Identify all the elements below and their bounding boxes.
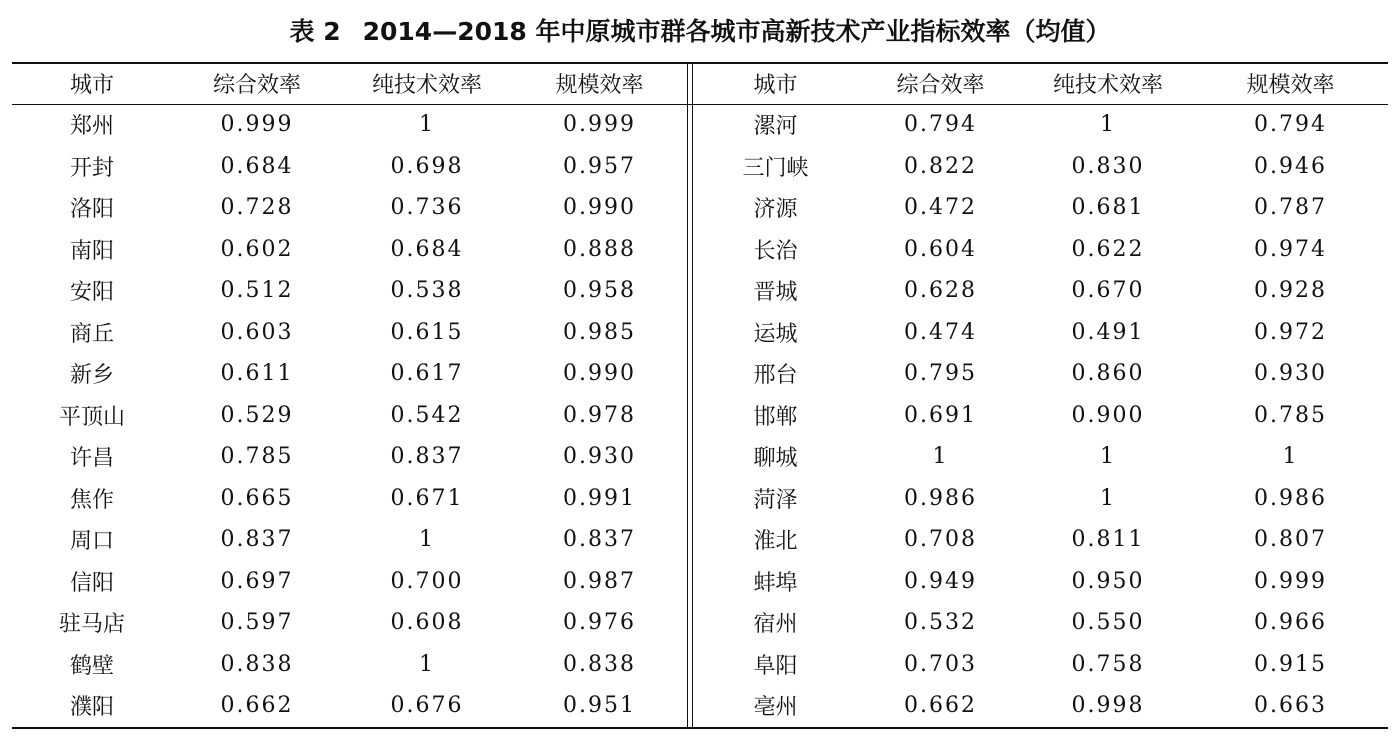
comprehensive-efficiency-cell: 0.691 bbox=[904, 402, 977, 428]
city-cell: 邢台 bbox=[753, 363, 798, 389]
pure-technical-efficiency-cell: 0.671 bbox=[390, 485, 464, 511]
pure-technical-efficiency-cell: 0.811 bbox=[1071, 527, 1145, 553]
table-row bbox=[693, 644, 1388, 686]
pure-technical-efficiency-cell: 0.860 bbox=[1071, 361, 1145, 387]
pure-technical-efficiency-cell: 0.736 bbox=[390, 195, 464, 221]
pure-technical-efficiency-cell: 0.830 bbox=[1071, 153, 1145, 179]
city-cell: 郑州 bbox=[69, 114, 114, 140]
header-comprehensive-efficiency: 综合效率 bbox=[212, 73, 301, 98]
bottom-rule bbox=[12, 727, 1388, 729]
city-cell: 焦作 bbox=[69, 487, 114, 513]
comprehensive-efficiency-cell: 0.597 bbox=[220, 610, 294, 636]
pure-technical-efficiency-cell: 0.542 bbox=[390, 402, 464, 428]
comprehensive-efficiency-cell: 0.474 bbox=[904, 319, 977, 345]
pure-technical-efficiency-cell: 0.491 bbox=[1071, 319, 1145, 345]
city-cell: 长治 bbox=[753, 238, 798, 264]
header-city: 城市 bbox=[69, 73, 114, 98]
left-table-half bbox=[12, 63, 687, 727]
table-row bbox=[693, 104, 1388, 146]
comprehensive-efficiency-cell: 0.822 bbox=[904, 153, 977, 179]
scale-efficiency-cell: 0.990 bbox=[563, 361, 636, 387]
table-row bbox=[693, 395, 1388, 437]
scale-efficiency-cell: 0.978 bbox=[563, 402, 636, 428]
comprehensive-efficiency-cell: 0.838 bbox=[220, 651, 294, 677]
pure-technical-efficiency-cell: 0.681 bbox=[1071, 195, 1145, 221]
scale-efficiency-cell: 0.928 bbox=[1254, 278, 1327, 304]
pure-technical-efficiency-cell: 0.950 bbox=[1071, 568, 1145, 594]
table-row bbox=[12, 685, 687, 727]
table-row bbox=[12, 436, 687, 478]
city-cell: 淮北 bbox=[753, 529, 798, 555]
city-cell: 周口 bbox=[69, 529, 114, 555]
table-row bbox=[12, 312, 687, 354]
table-row bbox=[693, 312, 1388, 354]
table-row bbox=[12, 644, 687, 686]
table-row bbox=[12, 270, 687, 312]
header-scale-efficiency: 规模效率 bbox=[1246, 73, 1335, 98]
table-row bbox=[693, 436, 1388, 478]
comprehensive-efficiency-cell: 0.785 bbox=[220, 444, 294, 470]
table-title: 2014—2018 年中原城市群各城市高新技术产业指标效率（均值） bbox=[362, 17, 1111, 46]
comprehensive-efficiency-cell: 0.684 bbox=[220, 153, 294, 179]
comprehensive-efficiency-cell: 0.986 bbox=[904, 485, 977, 511]
city-cell: 洛阳 bbox=[69, 197, 114, 223]
comprehensive-efficiency-cell: 0.665 bbox=[220, 485, 294, 511]
right-table-body bbox=[693, 104, 1388, 727]
pure-technical-efficiency-cell: 0.615 bbox=[390, 319, 464, 345]
scale-efficiency-cell: 0.990 bbox=[563, 195, 636, 221]
comprehensive-efficiency-cell: 0.529 bbox=[220, 402, 294, 428]
city-cell: 漯河 bbox=[753, 114, 798, 140]
table-row bbox=[12, 229, 687, 271]
pure-technical-efficiency-cell: 1 bbox=[1100, 112, 1116, 138]
table-row bbox=[12, 395, 687, 437]
table-row bbox=[693, 561, 1388, 603]
scale-efficiency-cell: 0.958 bbox=[563, 278, 636, 304]
city-cell: 阜阳 bbox=[753, 653, 798, 679]
comprehensive-efficiency-cell: 0.532 bbox=[904, 610, 977, 636]
scale-efficiency-cell: 0.837 bbox=[563, 527, 636, 553]
pure-technical-efficiency-cell: 0.900 bbox=[1071, 402, 1145, 428]
header-pure-technical-efficiency: 纯技术效率 bbox=[371, 73, 482, 98]
table-row bbox=[12, 187, 687, 229]
pure-technical-efficiency-cell: 1 bbox=[419, 527, 435, 553]
city-cell: 运城 bbox=[753, 321, 798, 347]
table-row bbox=[693, 478, 1388, 520]
table-row bbox=[12, 602, 687, 644]
pure-technical-efficiency-cell: 0.684 bbox=[390, 236, 464, 262]
table-row bbox=[693, 187, 1388, 229]
table-row bbox=[693, 602, 1388, 644]
city-cell: 济源 bbox=[753, 197, 798, 223]
header-row bbox=[12, 63, 687, 104]
comprehensive-efficiency-cell: 0.604 bbox=[904, 236, 977, 262]
comprehensive-efficiency-cell: 0.472 bbox=[904, 195, 977, 221]
city-cell: 聊城 bbox=[753, 446, 798, 472]
comprehensive-efficiency-cell: 0.999 bbox=[220, 112, 294, 138]
pure-technical-efficiency-cell: 0.698 bbox=[390, 153, 464, 179]
header-scale-efficiency: 规模效率 bbox=[555, 73, 644, 98]
header-comprehensive-efficiency: 综合效率 bbox=[896, 73, 985, 98]
table-row bbox=[12, 478, 687, 520]
pure-technical-efficiency-cell: 0.998 bbox=[1071, 693, 1145, 719]
scale-efficiency-cell: 0.974 bbox=[1254, 236, 1327, 262]
comprehensive-efficiency-cell: 0.795 bbox=[904, 361, 977, 387]
scale-efficiency-cell: 0.838 bbox=[563, 651, 636, 677]
table-row bbox=[12, 146, 687, 188]
table-row bbox=[693, 146, 1388, 188]
comprehensive-efficiency-cell: 0.837 bbox=[220, 527, 294, 553]
pure-technical-efficiency-cell: 0.617 bbox=[390, 361, 464, 387]
pure-technical-efficiency-cell: 1 bbox=[419, 112, 435, 138]
scale-efficiency-cell: 0.930 bbox=[1254, 361, 1327, 387]
comprehensive-efficiency-cell: 0.603 bbox=[220, 319, 294, 345]
table-row bbox=[12, 353, 687, 395]
scale-efficiency-cell: 0.930 bbox=[563, 444, 636, 470]
scale-efficiency-cell: 0.663 bbox=[1254, 693, 1327, 719]
scale-efficiency-cell: 0.957 bbox=[563, 153, 636, 179]
city-cell: 亳州 bbox=[753, 695, 798, 721]
comprehensive-efficiency-cell: 0.728 bbox=[220, 195, 294, 221]
pure-technical-efficiency-cell: 0.670 bbox=[1071, 278, 1145, 304]
pure-technical-efficiency-cell: 0.608 bbox=[390, 610, 464, 636]
comprehensive-efficiency-cell: 0.703 bbox=[904, 651, 977, 677]
comprehensive-efficiency-cell: 0.602 bbox=[220, 236, 294, 262]
table-row bbox=[693, 229, 1388, 271]
city-cell: 晋城 bbox=[753, 280, 798, 306]
city-cell: 信阳 bbox=[69, 570, 114, 596]
scale-efficiency-cell: 0.999 bbox=[1254, 568, 1327, 594]
pure-technical-efficiency-cell: 0.837 bbox=[390, 444, 464, 470]
scale-efficiency-cell: 0.986 bbox=[1254, 485, 1327, 511]
city-cell: 开封 bbox=[69, 155, 114, 181]
city-cell: 邯郸 bbox=[753, 404, 798, 430]
comprehensive-efficiency-cell: 0.611 bbox=[220, 361, 294, 387]
city-cell: 菏泽 bbox=[753, 487, 798, 513]
table-row bbox=[693, 353, 1388, 395]
pure-technical-efficiency-cell: 0.550 bbox=[1071, 610, 1145, 636]
pure-technical-efficiency-cell: 1 bbox=[1100, 444, 1116, 470]
right-table-half bbox=[693, 63, 1388, 727]
table-row bbox=[693, 519, 1388, 561]
city-cell: 濮阳 bbox=[69, 695, 114, 721]
scale-efficiency-cell: 0.972 bbox=[1254, 319, 1327, 345]
scale-efficiency-cell: 0.794 bbox=[1254, 112, 1327, 138]
header-city: 城市 bbox=[753, 73, 798, 98]
scale-efficiency-cell: 0.787 bbox=[1254, 195, 1327, 221]
table-number: 表 2 bbox=[289, 17, 341, 46]
city-cell: 宿州 bbox=[753, 612, 798, 638]
scale-efficiency-cell: 0.976 bbox=[563, 610, 636, 636]
pure-technical-efficiency-cell: 0.538 bbox=[390, 278, 464, 304]
comprehensive-efficiency-cell: 0.512 bbox=[220, 278, 294, 304]
comprehensive-efficiency-cell: 0.708 bbox=[904, 527, 977, 553]
scale-efficiency-cell: 0.888 bbox=[563, 236, 636, 262]
table-row bbox=[12, 519, 687, 561]
comprehensive-efficiency-cell: 0.662 bbox=[904, 693, 977, 719]
left-table-body bbox=[12, 104, 687, 727]
city-cell: 安阳 bbox=[69, 280, 114, 306]
pure-technical-efficiency-cell: 1 bbox=[419, 651, 435, 677]
scale-efficiency-cell: 0.966 bbox=[1254, 610, 1327, 636]
city-cell: 许昌 bbox=[69, 446, 114, 472]
table-caption bbox=[0, 14, 1400, 50]
table-row bbox=[12, 104, 687, 146]
scale-efficiency-cell: 0.785 bbox=[1254, 402, 1327, 428]
pure-technical-efficiency-cell: 0.758 bbox=[1071, 651, 1145, 677]
table-row bbox=[12, 561, 687, 603]
city-cell: 鹤壁 bbox=[69, 653, 114, 679]
column-divider-left-line bbox=[687, 63, 688, 728]
pure-technical-efficiency-cell: 0.622 bbox=[1071, 236, 1145, 262]
pure-technical-efficiency-cell: 0.700 bbox=[390, 568, 464, 594]
pure-technical-efficiency-cell: 1 bbox=[1100, 485, 1116, 511]
table-row bbox=[693, 685, 1388, 727]
scale-efficiency-cell: 0.985 bbox=[563, 319, 636, 345]
city-cell: 蚌埠 bbox=[753, 570, 798, 596]
city-cell: 驻马店 bbox=[58, 612, 125, 638]
header-row bbox=[693, 63, 1388, 104]
comprehensive-efficiency-cell: 0.949 bbox=[904, 568, 977, 594]
city-cell: 平顶山 bbox=[58, 404, 125, 430]
scale-efficiency-cell: 1 bbox=[1282, 444, 1299, 470]
city-cell: 商丘 bbox=[69, 321, 114, 347]
scale-efficiency-cell: 0.951 bbox=[563, 693, 636, 719]
city-cell: 南阳 bbox=[69, 238, 114, 264]
scale-efficiency-cell: 0.987 bbox=[563, 568, 636, 594]
scale-efficiency-cell: 0.946 bbox=[1254, 153, 1327, 179]
comprehensive-efficiency-cell: 1 bbox=[932, 444, 949, 470]
comprehensive-efficiency-cell: 0.662 bbox=[220, 693, 294, 719]
scale-efficiency-cell: 0.991 bbox=[563, 485, 636, 511]
header-pure-technical-efficiency: 纯技术效率 bbox=[1052, 73, 1163, 98]
scale-efficiency-cell: 0.999 bbox=[563, 112, 636, 138]
comprehensive-efficiency-cell: 0.697 bbox=[220, 568, 294, 594]
scale-efficiency-cell: 0.807 bbox=[1254, 527, 1327, 553]
scale-efficiency-cell: 0.915 bbox=[1254, 651, 1327, 677]
comprehensive-efficiency-cell: 0.628 bbox=[904, 278, 977, 304]
comprehensive-efficiency-cell: 0.794 bbox=[904, 112, 977, 138]
table-row bbox=[693, 270, 1388, 312]
pure-technical-efficiency-cell: 0.676 bbox=[390, 693, 464, 719]
city-cell: 新乡 bbox=[69, 363, 114, 389]
city-cell: 三门峡 bbox=[742, 155, 809, 181]
